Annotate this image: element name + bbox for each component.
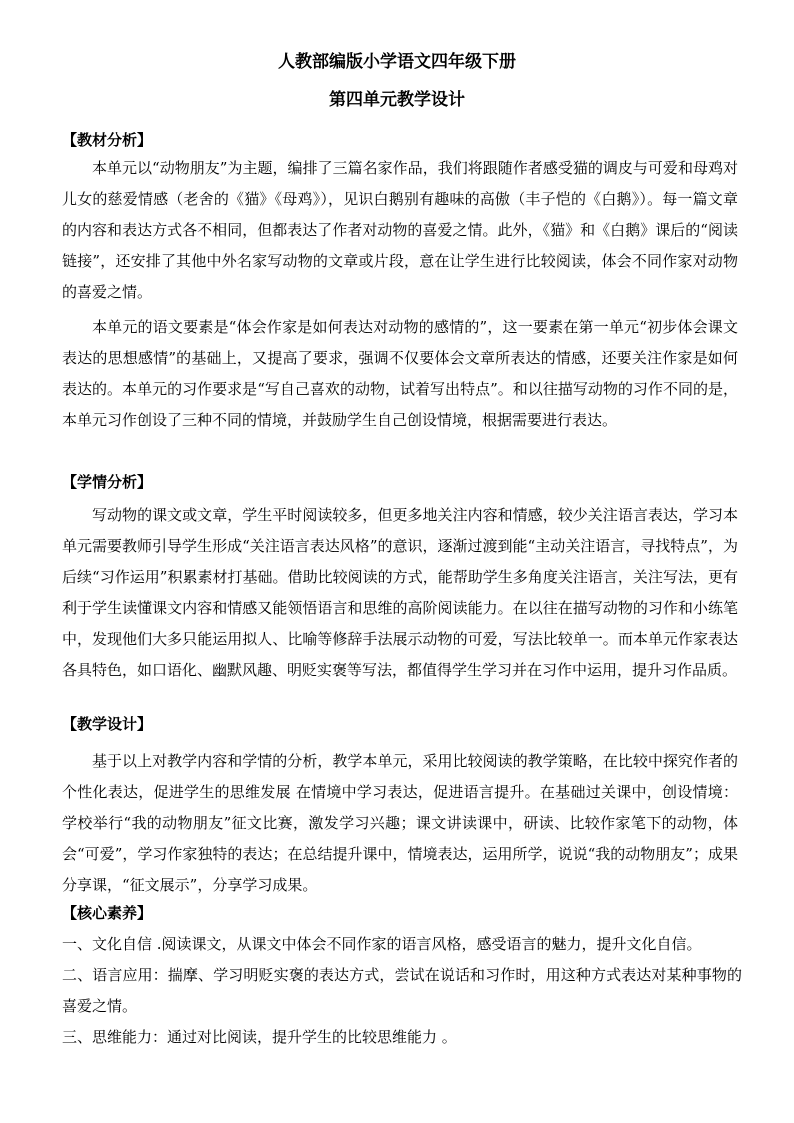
paragraph-student-analysis: 写动物的课文或文章，学生平时阅读较多，但更多地关注内容和情感，较少关注语言表达，学习本单元需要教师引导学生形成“关注语言表达风格”的意识，逐渐过渡到能“主动关注语言，寻找特点”，为后续“习作运用”积累素材打基础。借助比较阅读的方式，能帮助学生多角度关注语言，关注写法，更有利于学生读懂课文内容和情感又能领悟语言和思维的高阶阅读能力。在以往在描写动物的习作和小练笔中，发现他们大多只能运用拟人、比喻等修辞手法展示动物的可爱，写法比较单一。而本单元作家表达各具特色，如口语化、幽默风趣、明贬实褒等写法，都值得学生学习并在习作中运用，提升习作品质。 [62, 506, 738, 679]
section-heading-teaching-design: 【教学设计】 [62, 715, 153, 733]
paragraph-textbook-analysis-2: 本单元的语文要素是“体会作家是如何表达对动物的感情的”，这一要素在第一单元“初步体会课文表达的思想感情”的基础上，又提高了要求，强调不仅要体会文章所表达的情感，还要关注作家是如何表达的。本单元的习作要求是“写自己喜欢的动物，试着写出特点”。和以往描写动物的习作不同的是，本单元习作创设了三种不同的情境，并鼓励学生自己创设情境，根据需要进行表达。 [62, 318, 738, 429]
paragraph-textbook-analysis-1: 本单元以“动物朋友”为主题，编排了三篇名家作品，我们将跟随作者感受猫的调皮与可爱和母鸡对儿女的慈爱情感（老舍的《猫》《母鸡》），见识白鹅别有趣味的高傲（丰子恺的《白鹅》）。每一篇文章的内容和表达方式各不相同，但都表达了作者对动物的喜爱之情。此外，《猫》和《白鹅》课后的“阅读链接”，还安排了其他中外名家写动物的文章或片段，意在让学生进行比较阅读，体会不同作家对动物的喜爱之情。 [62, 159, 738, 301]
core-literacy-item-1: 一、文化自信 .阅读课文，从课文中体会不同作家的语言风格，感受语言的魅力，提升文化自信。 [62, 935, 702, 953]
paragraph-teaching-design: 基于以上对教学内容和学情的分析，教学本单元，采用比较阅读的教学策略，在比较中探究作者的个性化表达，促进学生的思维发展 在情境中学习表达，促进语言提升。在基础过关课中，创设情境：学校举行“我的动物朋友”征文比赛，激发学习兴趣；课文讲读课中，研读、比较作家笔下的动物，体会“可爱”，学习作家独特的表达；在总结提升课中，情境表达，运用所学，说说“我的动物朋友”；成果分享课，“征文展示”，分享学习成果。 [62, 752, 738, 894]
section-heading-textbook-analysis: 【教材分析】 [62, 131, 153, 149]
document-title: 人教部编版小学语文四年级下册 [278, 52, 516, 72]
core-literacy-item-2: 二、语言应用：揣摩、学习明贬实褒的表达方式，尝试在说话和习作时，用这种方式表达对某种事物的喜爱之情。 [62, 966, 742, 1015]
section-heading-core-literacy: 【核心素养】 [62, 904, 153, 922]
document-subtitle: 第四单元教学设计 [329, 90, 465, 110]
core-literacy-item-3: 三、思维能力：通过对比阅读，提升学生的比较思维能力 。 [62, 1028, 457, 1046]
section-heading-student-analysis: 【学情分析】 [62, 473, 153, 491]
